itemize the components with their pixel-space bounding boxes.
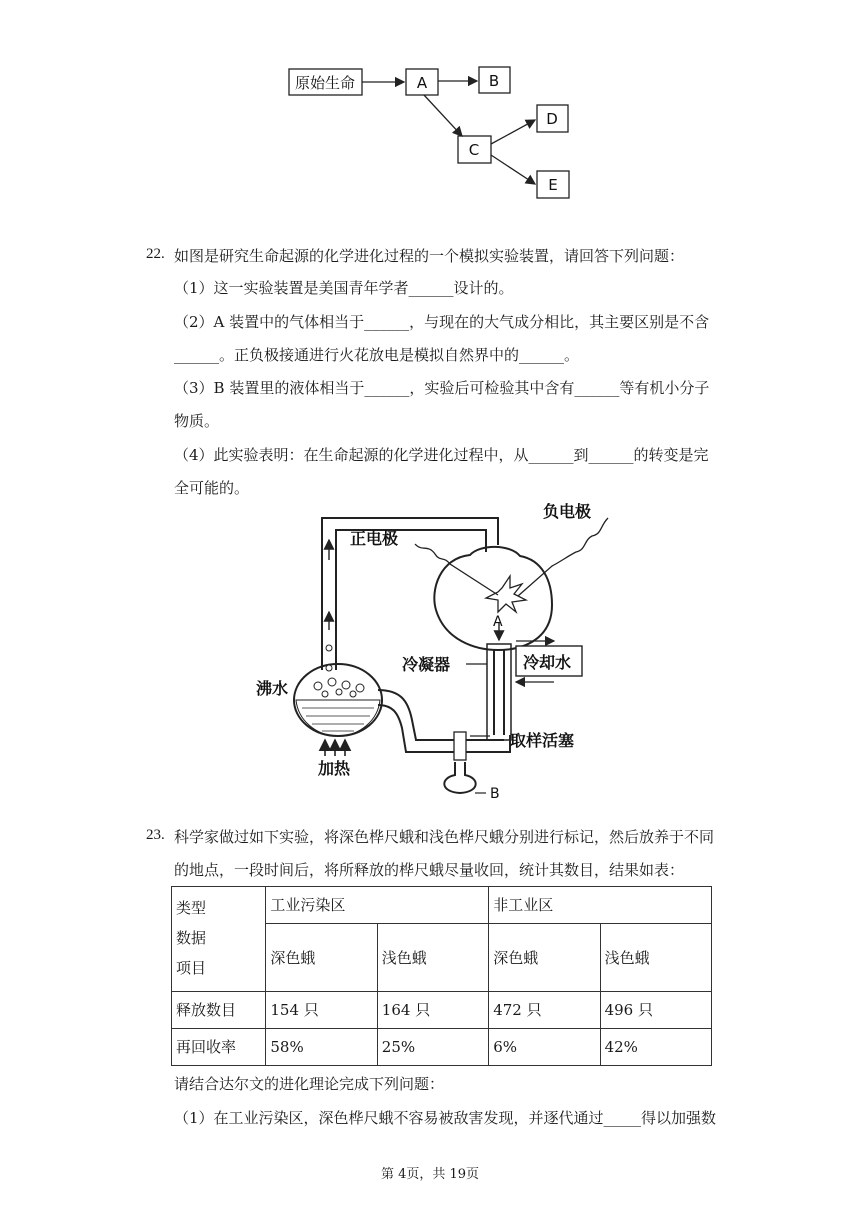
table-cell: 496 只: [600, 992, 711, 1029]
question-22-part-4: （4）此实验表明：在生命起源的化学进化过程中，从______到______的转变是完: [174, 446, 709, 464]
corner-label-type: 类型: [176, 899, 207, 917]
question-23-instruction: 请结合达尔文的进化理论完成下列问题：: [174, 1075, 445, 1093]
downward-tube: [494, 650, 504, 735]
label-heat: 加热: [318, 759, 351, 778]
table-cell: 42%: [600, 1029, 711, 1066]
question-22-stem: 如图是研究生命起源的化学进化过程的一个模拟实验装置，请回答下列问题：: [174, 247, 685, 265]
label-cooling-water: 冷却水: [523, 653, 572, 672]
question-22-part-4-cont: 全可能的。: [174, 479, 250, 497]
flow-label-origin: 原始生命: [294, 74, 356, 92]
label-flask-a: A: [493, 614, 503, 630]
flow-arrow-a-c: [424, 95, 462, 136]
flow-label-b: B: [488, 72, 500, 90]
label-negative-electrode: 负电极: [543, 502, 592, 521]
row-label-recapture: 再回收率: [172, 1029, 266, 1066]
flow-label-c: C: [468, 141, 480, 159]
label-condenser: 冷凝器: [402, 655, 451, 674]
page-footer: 第 4页，共 19页: [380, 1167, 480, 1182]
corner-label-item: 项目: [176, 959, 207, 977]
flow-label-a: A: [416, 74, 428, 92]
table-cell: 6%: [489, 1029, 600, 1066]
question-23-stem: 科学家做过如下实验，将深色桦尺蛾和浅色桦尺蛾分别进行标记，然后放养于不同: [174, 828, 715, 846]
flow-arrow-c-e: [491, 155, 535, 184]
header-industrial-zone: 工业污染区: [266, 887, 489, 924]
sample-flask-b: [444, 762, 475, 793]
header-dark-moth-2: 深色蛾: [489, 924, 600, 992]
header-light-moth-2: 浅色蛾: [600, 924, 711, 992]
question-22-part-3-cont: 物质。: [174, 412, 220, 430]
question-23-number: 23.: [146, 827, 165, 843]
flow-label-d: D: [546, 110, 558, 128]
label-sampling-valve: 取样活塞: [510, 731, 575, 750]
question-23-stem-cont: 的地点，一段时间后，将所释放的桦尺蛾尽量收回，统计其数目，结果如表：: [174, 861, 685, 879]
table-row: [172, 1029, 712, 1066]
table-cell: 164 只: [377, 992, 488, 1029]
label-flask-b: B: [490, 786, 500, 800]
moth-data-table: [171, 886, 712, 1066]
negative-electrode-wire: [518, 518, 608, 596]
question-22-part-1: （1）这一实验装置是美国青年学者______设计的。: [174, 279, 514, 297]
question-22-part-3: （3）B 装置里的液体相当于______，实验后可检验其中含有______等有机小分子: [174, 379, 710, 397]
question-22-part-2-cont: ______。正负极接通进行火花放电是模拟自然界中的______。: [174, 346, 580, 364]
question-23-part-1: （1）在工业污染区，深色桦尺蛾不容易被敌害发现，并逐代通过_____得以加强数: [174, 1109, 717, 1127]
corner-label-data: 数据: [176, 929, 207, 947]
table-cell: 154 只: [266, 992, 377, 1029]
flask-liquid: [296, 700, 380, 736]
label-positive-electrode: 正电极: [350, 529, 399, 548]
flow-arrow-c-d: [491, 120, 535, 144]
miller-apparatus-diagram: [240, 500, 630, 800]
row-label-released: 释放数目: [172, 992, 266, 1029]
header-non-industrial-zone: 非工业区: [489, 887, 712, 924]
table-cell: 25%: [377, 1029, 488, 1066]
table-corner-header: [172, 887, 266, 992]
table-row: [172, 992, 712, 1029]
table-cell: 58%: [266, 1029, 377, 1066]
evolution-flow-diagram: [280, 60, 580, 210]
glass-tube-inner: [336, 530, 486, 670]
question-22-part-2: （2）A 装置中的气体相当于______，与现在的大气成分相比，其主要区别是不含: [174, 313, 710, 331]
glass-tube-outer: [322, 518, 498, 670]
label-boiling-water: 沸水: [256, 679, 289, 698]
u-tube: [378, 690, 510, 752]
table-cell: 472 只: [489, 992, 600, 1029]
question-22-number: 22.: [146, 246, 165, 262]
header-light-moth-1: 浅色蛾: [377, 924, 488, 992]
condenser-jacket: [487, 644, 511, 740]
header-dark-moth-1: 深色蛾: [266, 924, 377, 992]
flow-label-e: E: [548, 176, 558, 194]
sampling-valve: [454, 732, 466, 760]
